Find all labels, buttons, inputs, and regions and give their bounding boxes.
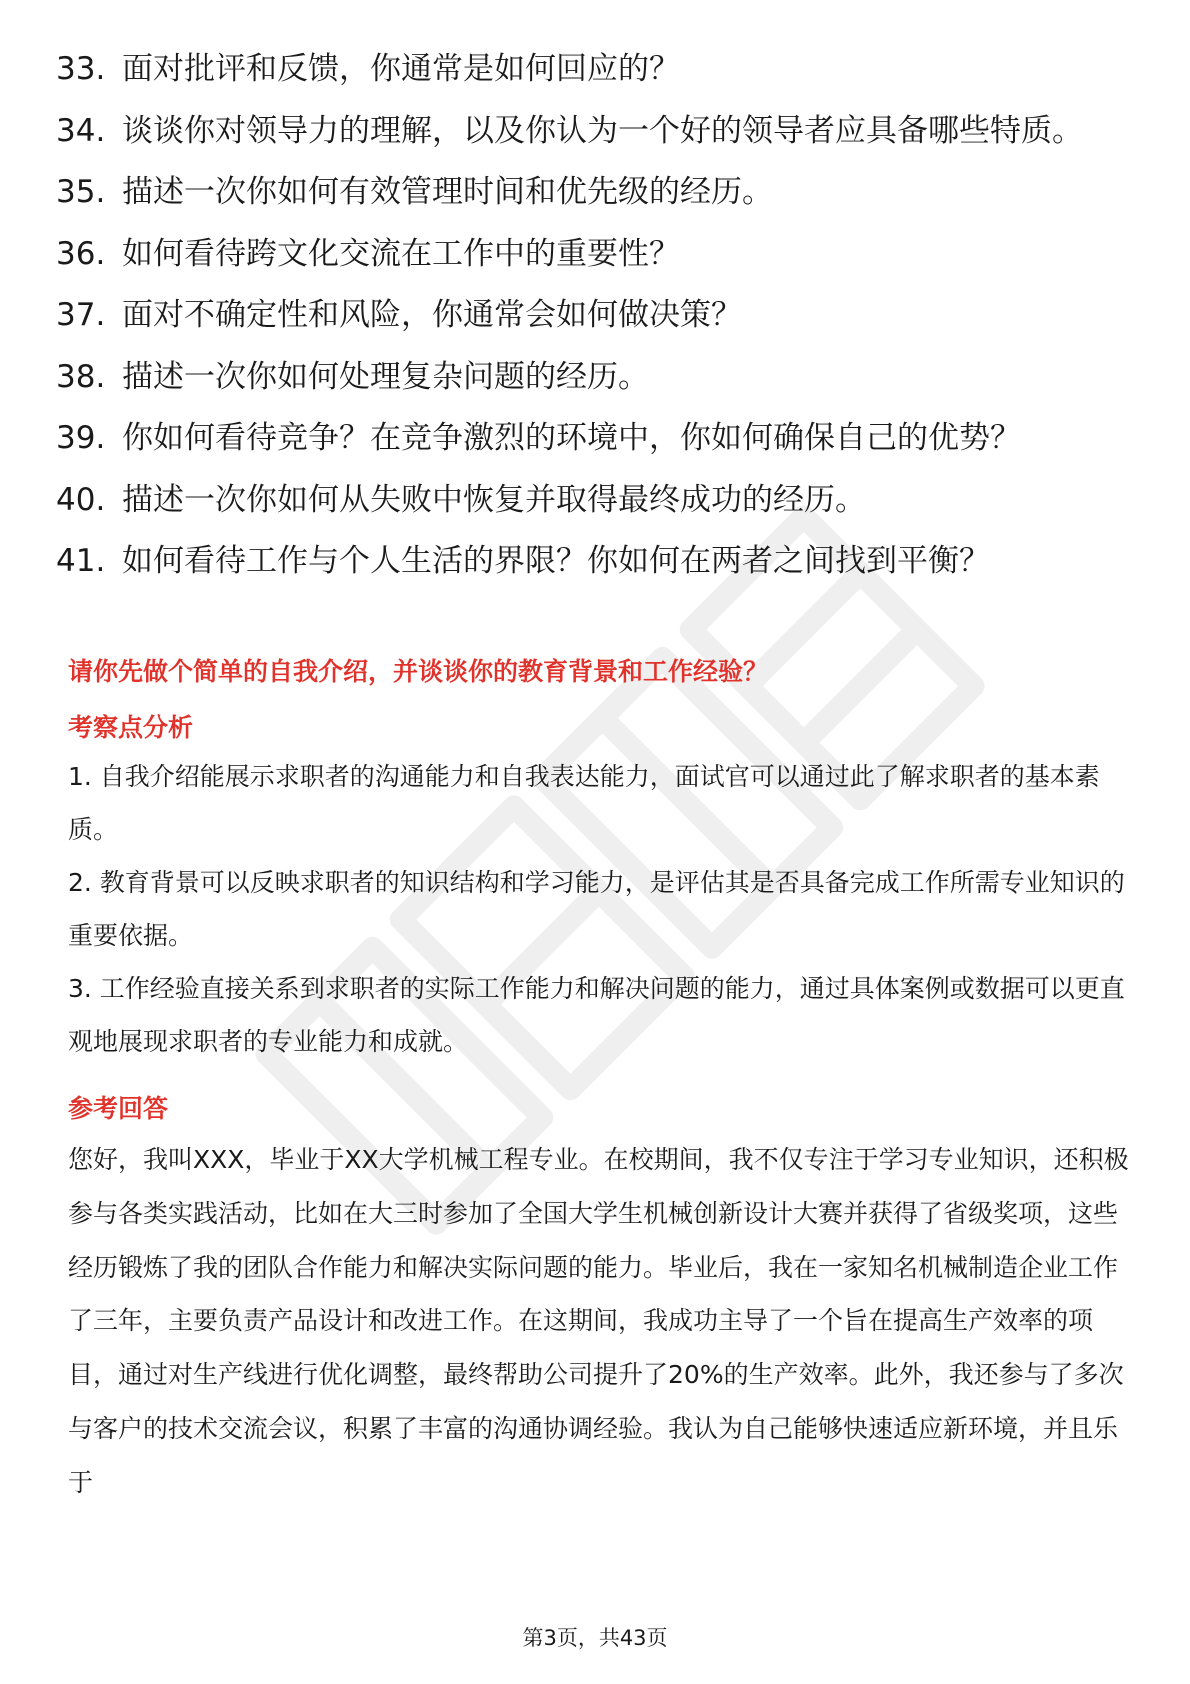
question-number: 34. [56,112,106,149]
analysis-heading: 考察点分析 [68,713,194,742]
focus-question-heading: 请你先做个简单的自我介绍，并谈谈你的教育背景和工作经验？ [68,657,769,686]
list-item [56,171,1126,213]
list-item [56,356,1126,398]
list-item [56,540,1126,582]
question-text: 描述一次你如何有效管理时间和优先级的经历。 [122,174,773,210]
question-number: 36. [56,235,106,272]
question-number: 41. [56,543,106,579]
reference-answer: 您好，我叫XXX，毕业于XX大学机械工程专业。在校期间，我不仅专注于学习专业知识，还积极参与各类实践活动，比如在大三时参加了全国大学生机械创新设计大赛并获得了省级奖项，这些经历锻炼了我的团队合作能力和解决实际问题的能力。毕业后，我在一家知名机械制造企业工作了三年，主要负责产品设计和改进工作。在这期间，我成功主导了一个旨在提高生产效率的项目，通过对生产线进行优化调整，最终帮助公司提升了20%的生产效率。此外，我还参与了多次与客户的技术交流会议，积累了丰富的沟通协调经验。我认为自己能够快速适应新环境，并且乐于 [68,1145,1129,1497]
list-item [56,294,1126,336]
question-number: 37. [56,297,106,333]
question-number: 35. [56,174,106,210]
list-item [56,417,1126,459]
question-text: 谈谈你对领导力的理解，以及你认为一个好的领导者应具备哪些特质。 [122,112,1083,149]
question-text: 面对不确定性和风险，你通常会如何做决策？ [122,297,742,333]
list-item [56,110,1126,152]
question-text: 如何看待工作与个人生活的界限？你如何在两者之间找到平衡？ [122,543,990,579]
list-item [56,233,1126,275]
question-number: 39. [56,420,106,456]
question-number: 38. [56,358,106,395]
question-text: 描述一次你如何从失败中恢复并取得最终成功的经历。 [122,481,866,518]
question-number: 33. [56,51,106,87]
page-footer: 第3页，共43页 [522,1626,668,1650]
analysis-point: 2. 教育背景可以反映求职者的知识结构和学习能力，是评估其是否具备完成工作所需专业知识的重要依据。 [68,868,1125,950]
question-number: 40. [56,481,106,518]
question-text: 描述一次你如何处理复杂问题的经历。 [122,358,649,395]
reference-heading: 参考回答 [68,1094,169,1123]
question-list [56,48,1126,602]
list-item [56,479,1126,521]
analysis-point: 3. 工作经验直接关系到求职者的实际工作能力和解决问题的能力，通过具体案例或数据可以更直观地展现求职者的专业能力和成就。 [68,974,1125,1056]
question-text: 面对批评和反馈，你通常是如何回应的？ [122,51,680,87]
question-text: 如何看待跨文化交流在工作中的重要性？ [122,235,680,272]
question-text: 你如何看待竞争？在竞争激烈的环境中，你如何确保自己的优势？ [122,420,1021,456]
list-item [56,48,1126,90]
analysis-point: 1. 自我介绍能展示求职者的沟通能力和自我表达能力，面试官可以通过此了解求职者的基本素质。 [68,762,1100,844]
